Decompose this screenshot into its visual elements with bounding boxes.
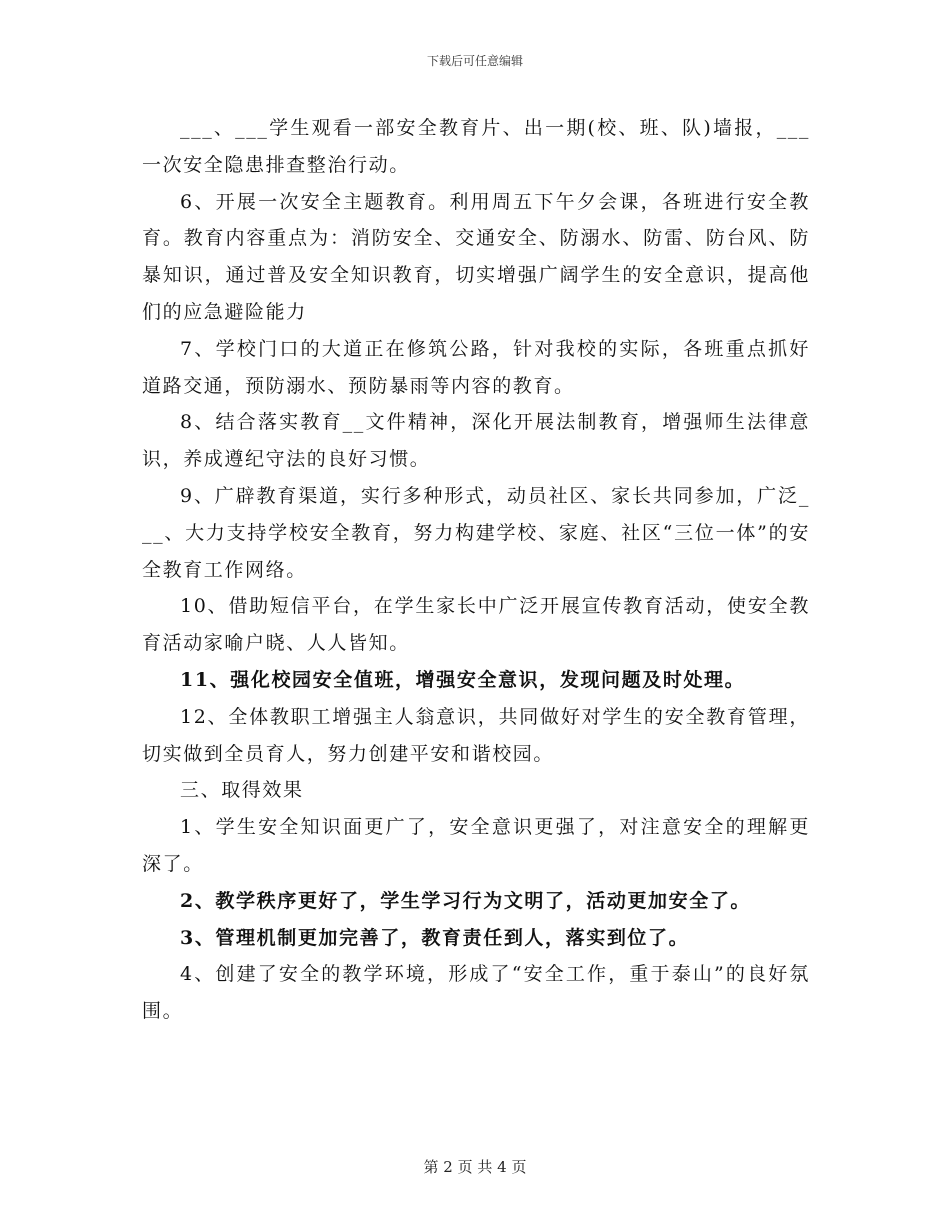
paragraph-result-2: 2、教学秩序更好了，学生学习行为文明了，活动更加安全了。	[180, 889, 752, 912]
section-heading-results: 三、取得效果	[180, 779, 304, 802]
paragraph-item-11: 11、强化校园安全值班，增强安全意识，发现问题及时处理。	[180, 668, 746, 691]
paragraph-item-9: 9、广辟教育渠道，实行多种形式，动员社区、家长共同参加，广泛___、大力支持学校安全教育，努力构建学校、家庭、社区“三位一体”的安全教育工作网络。	[142, 484, 810, 581]
paragraph-result-1: 1、学生安全知识面更广了，安全意识更强了，对注意安全的理解更深了。	[142, 816, 810, 875]
page-header: 下载后可任意编辑	[426, 54, 523, 68]
page-number-footer: 第 2 页 共 4 页	[423, 1158, 527, 1176]
paragraph-item-12: 12、全体教职工增强主人翁意识，共同做好对学生的安全教育管理，切实做到全员育人，努力创建平安和谐校园。	[142, 705, 810, 765]
paragraph-item-7: 7、学校门口的大道正在修筑公路，针对我校的实际，各班重点抓好道路交通，预防溺水、预防暴雨等内容的教育。	[142, 337, 810, 397]
paragraph-item-10: 10、借助短信平台，在学生家长中广泛开展宣传教育活动，使安全教育活动家喻户晓、人人皆知。	[142, 595, 810, 655]
paragraph-item-8: 8、结合落实教育__文件精神，深化开展法制教育，增强师生法律意识，养成遵纪守法的良好习惯。	[142, 411, 810, 471]
paragraph-activities-intro: ___、___学生观看一部安全教育片、出一期(校、班、队)墙报，___一次安全隐患排查整治行动。	[142, 117, 810, 176]
paragraph-item-6: 6、开展一次安全主题教育。利用周五下午夕会课，各班进行安全教育。教育内容重点为：消防安全、交通安全、防溺水、防雷、防台风、防暴知识，通过普及安全知识教育，切实增强广阔学生的安全意识，提高他们的应急避险能力	[142, 190, 810, 323]
document-body	[142, 110, 810, 1030]
paragraph-result-4: 4、创建了安全的教学环境，形成了“安全工作，重于泰山”的良好氛围。	[142, 963, 810, 1023]
paragraph-result-3: 3、管理机制更加完善了，教育责任到人，落实到位了。	[180, 926, 690, 949]
